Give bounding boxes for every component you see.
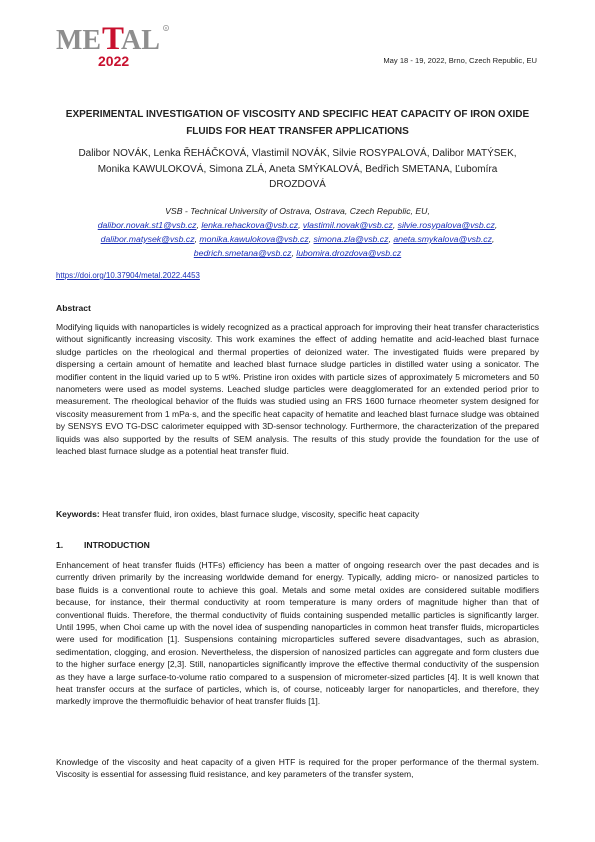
svg-text:2022: 2022: [98, 53, 130, 68]
keywords: [56, 508, 539, 520]
svg-text:AL: AL: [121, 25, 160, 56]
abstract-text: Modifying liquids with nanoparticles is widely recognized as a practical approach for improving their heat transfer characteristics without significantly increasing viscosity. This work examines the effect of adding hematite and acid-leached blast furnace sludge particles on the rheological and thermal properties of deionized water. The investigated fluids were prepared by dispersing a certain amount of hematite and leached blast furnace sludge particles in distilled water using a sonicator. The modifier content in the liquid varied up to 5 wt%. Pristine iron oxides with particle sizes of approximately 5 micrometers and 50 nanometers were used as model systems. Leached sludge particles were deagglomerated for an extended period prior to measurement. The rheological behavior of the fluids was studied using an FRS 1600 furnace rheometer system designed for viscosity measurement from 1 mPa·s, and the specific heat capacity of hematite and leached blast furnace sludge was obtained by SENSYS EVO TG-DSC calorimeter equipped with 3D-sensor technology. Furthermore, the characterization of the prepared liquids was also supported by the results of SEM analysis. The results of this study provide the foundation for the use of leached blast furnace sludge as a potential heat transfer fluid.: [56, 322, 539, 457]
svg-text:R: R: [164, 26, 168, 31]
intro-paragraph-1: Enhancement of heat transfer fluids (HTFs) efficiency has been a matter of ongoing research over the past decades and is currently driven primarily by the increasing worldwide demand for energy. Typically, adding micro- or nanosized particles to base fluids is a conventional route to achieve this goal. Metals and some metal oxides are considered suitable modifiers because, for instance, their thermal conductivity at room temperature is many orders of magnitude higher than that of conventional fluids. Therefore, the thermal conductivity of fluids containing suspended metallic particles is significantly larger. Until 1995, when Choi came up with the novel idea of suspending nanoparticles in common heat transfer fluids, microparticles were used for modification [1]. Suspensions containing microparticles suffered severe disadvantages, such as abrasion, sedimentation, clogging, and erosion. Nevertheless, the dispersion of nanosized particles can aggregate and form clusters due to the higher surface energy [2,3]. Still, nanoparticles significantly improve the effective thermal conductivity of the suspension as they have a large surface-to-volume ratio compared to a suspension of micrometer-sized particles [4]. It is well known that heat transfer occurs at the surface of particles, which is, of course, noticeably larger for nanoparticles, and therefore, they markedly improve the thermofluidic behavior of heat transfer fluids [1].: [56, 560, 539, 707]
email-link[interactable]: silvie.rosypalova@vsb.cz: [397, 220, 495, 230]
conference-info: May 18 - 19, 2022, Brno, Czech Republic, EU: [383, 56, 537, 65]
email-link[interactable]: lubomira.drozdova@vsb.cz: [296, 248, 402, 258]
metal-2022-logo: [56, 20, 174, 68]
doi-link[interactable]: https://doi.org/10.37904/metal.2022.4453: [56, 271, 200, 280]
section-title: INTRODUCTION: [84, 540, 150, 550]
svg-text:T: T: [102, 21, 125, 57]
email-link[interactable]: aneta.smykalova@vsb.cz: [393, 234, 492, 244]
email-link[interactable]: vlastimil.novak@vsb.cz: [302, 220, 393, 230]
section-heading: [56, 540, 150, 550]
email-link[interactable]: bedrich.smetana@vsb.cz: [193, 248, 292, 258]
keywords-text: Heat transfer fluid, iron oxides, blast furnace sludge, viscosity, specific heat capacity: [99, 509, 420, 519]
affiliation: VSB - Technical University of Ostrava, Ostrava, Czech Republic, EU,: [165, 206, 430, 216]
author-list: Dalibor NOVÁK, Lenka ŘEHÁČKOVÁ, Vlastimil NOVÁK, Silvie ROSYPALOVÁ, Dalibor MATÝSEK, Monika KAWULOKOVÁ, Simona ZLÁ, Aneta SMÝKALOVÁ, Bedřich SMETANA, Ľubomíra DROZDOVÁ: [78, 148, 517, 190]
email-list: dalibor.novak.st1@vsb.cz, lenka.rehackova@vsb.cz, vlastimil.novak@vsb.cz, silvie.rosypalova@vsb.cz, dalibor.matysek@vsb.cz, monika.kawulokova@vsb.cz, simona.zla@vsb.cz, aneta.smykalova@vsb.cz, bedrich.smetana@vsb.cz, lubomira.drozdova@vsb.cz: [97, 220, 498, 258]
email-link[interactable]: simona.zla@vsb.cz: [313, 234, 389, 244]
email-link[interactable]: dalibor.matysek@vsb.cz: [100, 234, 195, 244]
doi-block: [56, 271, 200, 280]
intro-paragraph-2: Knowledge of the viscosity and heat capacity of a given HTF is required for the proper performance of the thermal system. Viscosity is essential for assessing fluid resistance, and key parameters of the transfer system,: [56, 757, 539, 780]
section-number: 1.: [56, 540, 64, 550]
abstract-heading: Abstract: [56, 303, 91, 313]
email-link[interactable]: lenka.rehackova@vsb.cz: [201, 220, 299, 230]
affiliation-block: [56, 204, 539, 260]
email-link[interactable]: monika.kawulokova@vsb.cz: [199, 234, 309, 244]
email-link[interactable]: dalibor.novak.st1@vsb.cz: [97, 220, 197, 230]
keywords-label: Keywords:: [56, 509, 100, 519]
paper-title: EXPERIMENTAL INVESTIGATION OF VISCOSITY AND SPECIFIC HEAT CAPACITY OF IRON OXIDE FLUIDS FOR HEAT TRANSFER APPLICATIONS: [65, 109, 530, 137]
svg-text:ME: ME: [56, 25, 102, 56]
